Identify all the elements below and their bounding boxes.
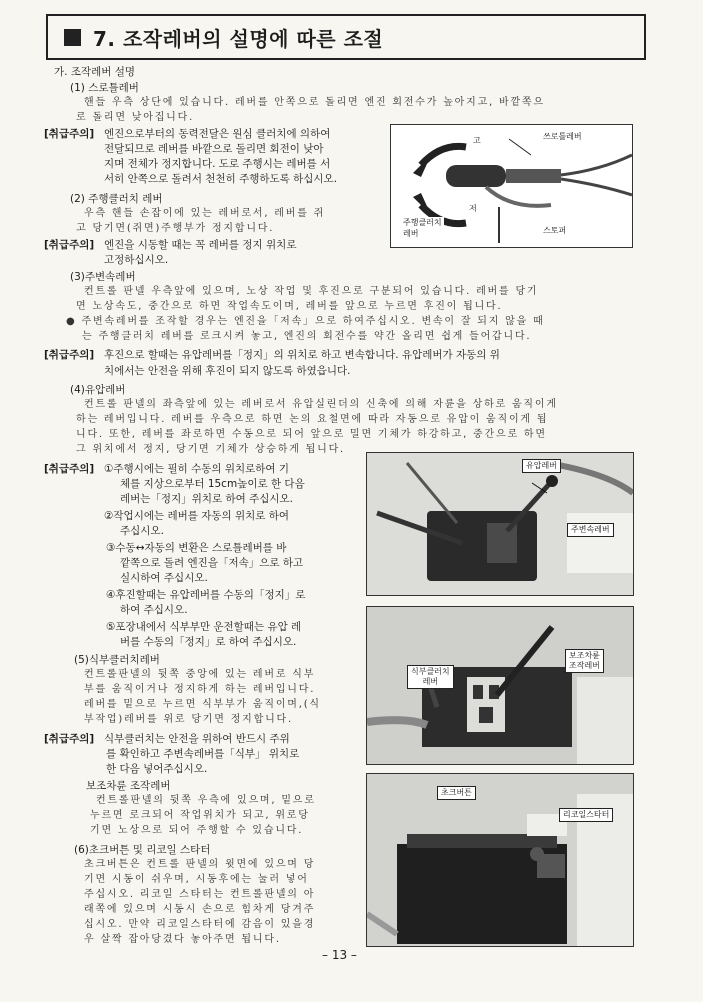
s4-line-1: 하는 레버입니다. 레버를 우측으로 하면 논의 요철면에 따라 자동으로 유압이 움직이게 됩	[76, 414, 549, 425]
fig2-hydraulic-label: 유압레버	[522, 459, 561, 473]
s2-caution-0: 엔진을 시동할 때는 꼭 레버를 정지 위치로	[104, 239, 297, 251]
figure-throttle	[390, 124, 633, 248]
fig2-main-label: 주변속레버	[567, 523, 614, 537]
fig3-planting-label: 식부클러치 레버	[407, 665, 454, 689]
fig1-hi-label: 고	[473, 136, 481, 145]
s5-caution-1: 를 확인하고 주변속레버를「식부」 위치로	[106, 748, 300, 760]
s3-caution-tag: [취급주의]	[44, 349, 95, 361]
s4-caution-tag: [취급주의]	[44, 463, 95, 475]
s4-item-0-line-0: ①주행시에는 필히 수동의 위치로하여 기	[104, 463, 290, 475]
figure-choke-recoil	[366, 773, 634, 947]
fig4-choke-label: 초크버튼	[437, 786, 476, 800]
s5-line-2: 레버를 밑으로 누르면 식부부가 움직이며,(식	[84, 699, 321, 710]
fig3-aux-label: 보조차륜 조작레버	[565, 649, 604, 673]
s6-line-0: 초크버튼은 컨트롤 판넬의 윗면에 있으며 당	[84, 859, 316, 870]
s3-caution-1: 치에서는 안전을 위해 후진이 되지 않도록 하였읍니다.	[104, 365, 351, 377]
s4-line-2: 니다. 또한, 레버를 좌로하면 수동으로 되어 앞으로 밀면 기체가 하강하고, 중간으로 하면	[76, 429, 547, 440]
s4-line-3: 그 위치에서 정지, 당기면 기체가 상승하게 됩니다.	[76, 444, 346, 455]
s5-caution-tag: [취급주의]	[44, 733, 95, 745]
title-square-icon	[64, 29, 81, 46]
s5-line-3: 부작업)레버를 위로 당기면 정지합니다.	[84, 714, 293, 725]
s4-item-3-line-1: 하여 주십시오.	[120, 604, 188, 616]
s1-caution-0: 엔진으로부터의 동력전달은 원심 클러치에 의하여	[104, 128, 331, 140]
s1-caution-tag: [취급주의]	[44, 128, 95, 140]
s4-item-3-line-0: ④후진할때는 유압레버를 수동의「정지」로	[106, 589, 306, 601]
s1-caution-1: 전달되므로 레버를 바깥으로 돌리면 회전이 낮아	[104, 143, 324, 155]
s2-heading: (2) 주행클러치 레버	[70, 193, 163, 205]
s4-item-0-line-2: 레버는「정지」위치로 하여 주십시오.	[120, 493, 294, 505]
fig1-throttle-label: 쓰로틀레버	[543, 132, 582, 141]
fig1-stopper-label: 스토퍼	[543, 226, 567, 235]
page-number: – 13 –	[322, 948, 357, 962]
s4-item-2-line-2: 실시하여 주십시오.	[120, 572, 208, 584]
s2-line-0: 우측 핸들 손잡이에 있는 레버로서, 레버를 쥐	[84, 208, 326, 219]
s2-line-1: 고 당기면(쥐면)주행부가 정지합니다.	[76, 223, 275, 234]
s1-line-0: 핸들 우측 상단에 있습니다. 레버를 안쪽으로 돌리면 엔진 회전수가 높아지고, 바깥쪽으	[84, 97, 545, 108]
s5-caution-0: 식부클러치는 안전을 위하여 반드시 주위	[104, 733, 290, 745]
s4-item-2-line-0: ③수동↔자동의 변환은 스로틀레버를 바	[106, 542, 287, 554]
page-title: 7. 조작레버의 설명에 따른 조절	[93, 26, 384, 51]
s1-caution-3: 서히 안쪽으로 돌려서 천천히 주행하도록 하십시오.	[104, 173, 338, 185]
s3-bullet-0: ● 주변속레버를 조작할 경우는 엔진을「저속」으로 하여주십시오. 변속이 잘 되지 않을 때	[66, 316, 545, 327]
s5-line-1: 부를 움직이거나 정지하게 하는 레버입니다.	[84, 684, 316, 695]
s5-sub-line-1: 누르면 로크되어 작업위치가 되고, 위로당	[90, 810, 310, 821]
s4-item-1-line-0: ②작업시에는 레버를 자동의 위치로 하여	[104, 510, 290, 522]
fig1-lo-label: 저	[469, 204, 477, 213]
s5-line-0: 컨트롤판넬의 뒷쪽 중앙에 있는 레버로 식부	[84, 669, 316, 680]
s4-line-0: 컨트롤 판넬의 좌측앞에 있는 레버로서 유압실린더의 신축에 의해 자륜을 상하로 움직이게	[84, 399, 558, 410]
choke-illustration	[367, 774, 633, 946]
s4-item-1-line-1: 주십시오.	[120, 525, 164, 537]
s6-line-4: 십시오. 만약 리코일스타터에 감음이 있을경	[84, 919, 316, 930]
s5-caution-2: 한 다음 넣어주십시오.	[106, 763, 208, 775]
s2-caution-tag: [취급주의]	[44, 239, 95, 251]
s4-item-2-line-1: 깥쪽으로 돌려 엔진을「저속」으로 하고	[120, 557, 304, 569]
s6-line-5: 우 살짝 잡아당겼다 놓아주면 됩니다.	[84, 934, 281, 945]
s4-item-4-line-1: 버를 수동의「정지」로 하여 주십시오.	[120, 636, 297, 648]
s3-caution-0: 후진으로 할때는 유압레버를「정지」의 위치로 하고 변속합니다. 유압레버가 자동의 위	[104, 349, 500, 361]
s3-line-1: 면 노상속도, 중간으로 하면 작업속도이며, 레버를 앞으로 누르면 후진이 됩니다.	[76, 301, 503, 312]
s1-line-1: 로 돌리면 낮아집니다.	[76, 112, 195, 123]
s6-line-2: 주십시오. 리코일 스타터는 컨트롤판넬의 아	[84, 889, 316, 900]
fig4-recoil-label: 리코일스타터	[559, 808, 613, 822]
s2-caution-1: 고정하십시오.	[104, 254, 169, 266]
fig1-clutch-label: 주행클러치 레버	[403, 218, 442, 238]
figure-planting-clutch	[366, 606, 634, 765]
s6-heading: (6)초크버튼 및 리코일 스타터	[74, 844, 211, 856]
s5-sub-line-2: 기면 노상으로 되어 주행할 수 있습니다.	[90, 825, 304, 836]
s6-line-1: 기면 시동이 쉬우며, 시동후에는 눌러 넣어	[84, 874, 309, 885]
s3-line-0: 컨트롤 판넬 우측앞에 있으며, 노상 작업 및 후진으로 구분되어 있습니다. 레버를 당기	[84, 286, 539, 297]
figure-hydraulic	[366, 452, 634, 596]
s3-heading: (3)주변속레버	[70, 271, 136, 283]
s4-item-0-line-1: 체를 지상으로부터 15cm높이로 한 다음	[120, 478, 305, 490]
section-ga: 가. 조작레버 설명	[54, 66, 136, 78]
title-box	[46, 14, 646, 60]
s5-sub-heading: 보조차륜 조작레버	[86, 780, 171, 792]
s5-heading: (5)식부클러치레버	[74, 654, 160, 666]
s1-caution-2: 지며 전체가 정지합니다. 도로 주행시는 레버를 서	[104, 158, 331, 170]
s3-bullet-1: 는 주행클러치 레버를 로크시켜 놓고, 엔진의 회전수를 약간 올리면 쉽게 들어갑니다.	[82, 331, 532, 342]
s5-sub-line-0: 컨트롤판넬의 뒷쪽 우측에 있으며, 밑으로	[96, 795, 316, 806]
s4-item-4-line-0: ⑤포장내에서 식부부만 운전할때는 유압 레	[106, 621, 302, 633]
s6-line-3: 래쪽에 있으며 시동시 손으로 힘차게 당겨주	[84, 904, 316, 915]
s1-heading: (1) 스로틀레버	[70, 82, 139, 94]
s4-heading: (4)유압레버	[70, 384, 126, 396]
